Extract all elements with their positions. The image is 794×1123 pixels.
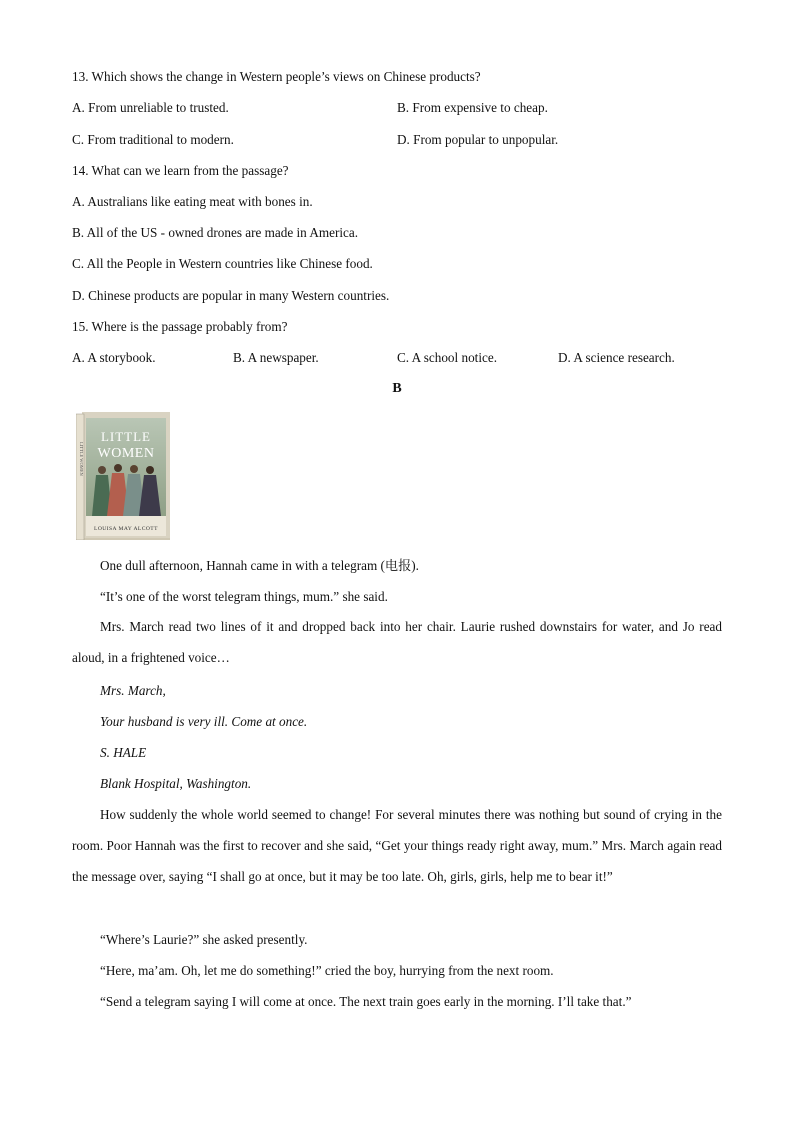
q14-option-a: A. Australians like eating meat with bones in.	[72, 194, 313, 209]
passage-paragraph-1: One dull afternoon, Hannah came in with a telegram (电报).	[100, 558, 419, 573]
question-14: 14. What can we learn from the passage?	[72, 163, 289, 178]
book-cover-image	[76, 412, 172, 540]
telegram-signature: S. HALE	[100, 745, 147, 760]
q15-option-d: D. A science research.	[558, 350, 675, 365]
q13-option-d: D. From popular to unpopular.	[397, 132, 559, 147]
spine-title: LITTLE WOMEN	[79, 442, 84, 476]
passage-paragraph-4: How suddenly the whole world seemed to change! For several minutes there was nothing but sound of crying in the room. Poor Hannah was the first to recover and she said, “Get your things ready right away, mum.” Mrs. March again read the message over, saying “I shall go at once, but it may be too late. Oh, girls, girls, help me to bear it!”	[72, 807, 722, 885]
cover-title-line2: WOMEN	[97, 446, 155, 461]
q14-option-d: D. Chinese products are popular in many Western countries.	[72, 288, 390, 303]
q13-option-b: B. From expensive to cheap.	[397, 100, 548, 115]
question-13: 13. Which shows the change in Western people’s views on Chinese products?	[72, 69, 481, 84]
cover-title-line1: LITTLE	[100, 429, 152, 444]
telegram-location: Blank Hospital, Washington.	[100, 776, 252, 791]
q13-option-a: A. From unreliable to trusted.	[72, 100, 229, 115]
section-heading-b: B	[392, 381, 402, 396]
q15-option-c: C. A school notice.	[397, 350, 497, 365]
cover-author: LOUISA MAY ALCOTT	[94, 526, 158, 532]
passage-paragraph-6: “Here, ma’am. Oh, let me do something!” cried the boy, hurrying from the next room.	[100, 963, 554, 978]
telegram-message: Your husband is very ill. Come at once.	[100, 714, 308, 729]
cover-spine	[76, 414, 84, 540]
passage-paragraph-3: Mrs. March read two lines of it and dropped back into her chair. Laurie rushed downstairs for water, and Jo read aloud, in a frightened voice…	[72, 619, 722, 666]
question-15: 15. Where is the passage probably from?	[72, 319, 288, 334]
q15-option-a: A. A storybook.	[72, 350, 156, 365]
passage-paragraph-5: “Where’s Laurie?” she asked presently.	[100, 932, 308, 947]
q13-option-c: C. From traditional to modern.	[72, 132, 234, 147]
q15-option-b: B. A newspaper.	[233, 350, 319, 365]
passage-paragraph-7: “Send a telegram saying I will come at once. The next train goes early in the morning. I’ll take that.”	[100, 994, 632, 1009]
passage-paragraph-2: “It’s one of the worst telegram things, mum.” she said.	[100, 589, 388, 604]
telegram-salutation: Mrs. March,	[100, 683, 166, 698]
q14-option-c: C. All the People in Western countries like Chinese food.	[72, 256, 373, 271]
q14-option-b: B. All of the US - owned drones are made in America.	[72, 225, 359, 240]
